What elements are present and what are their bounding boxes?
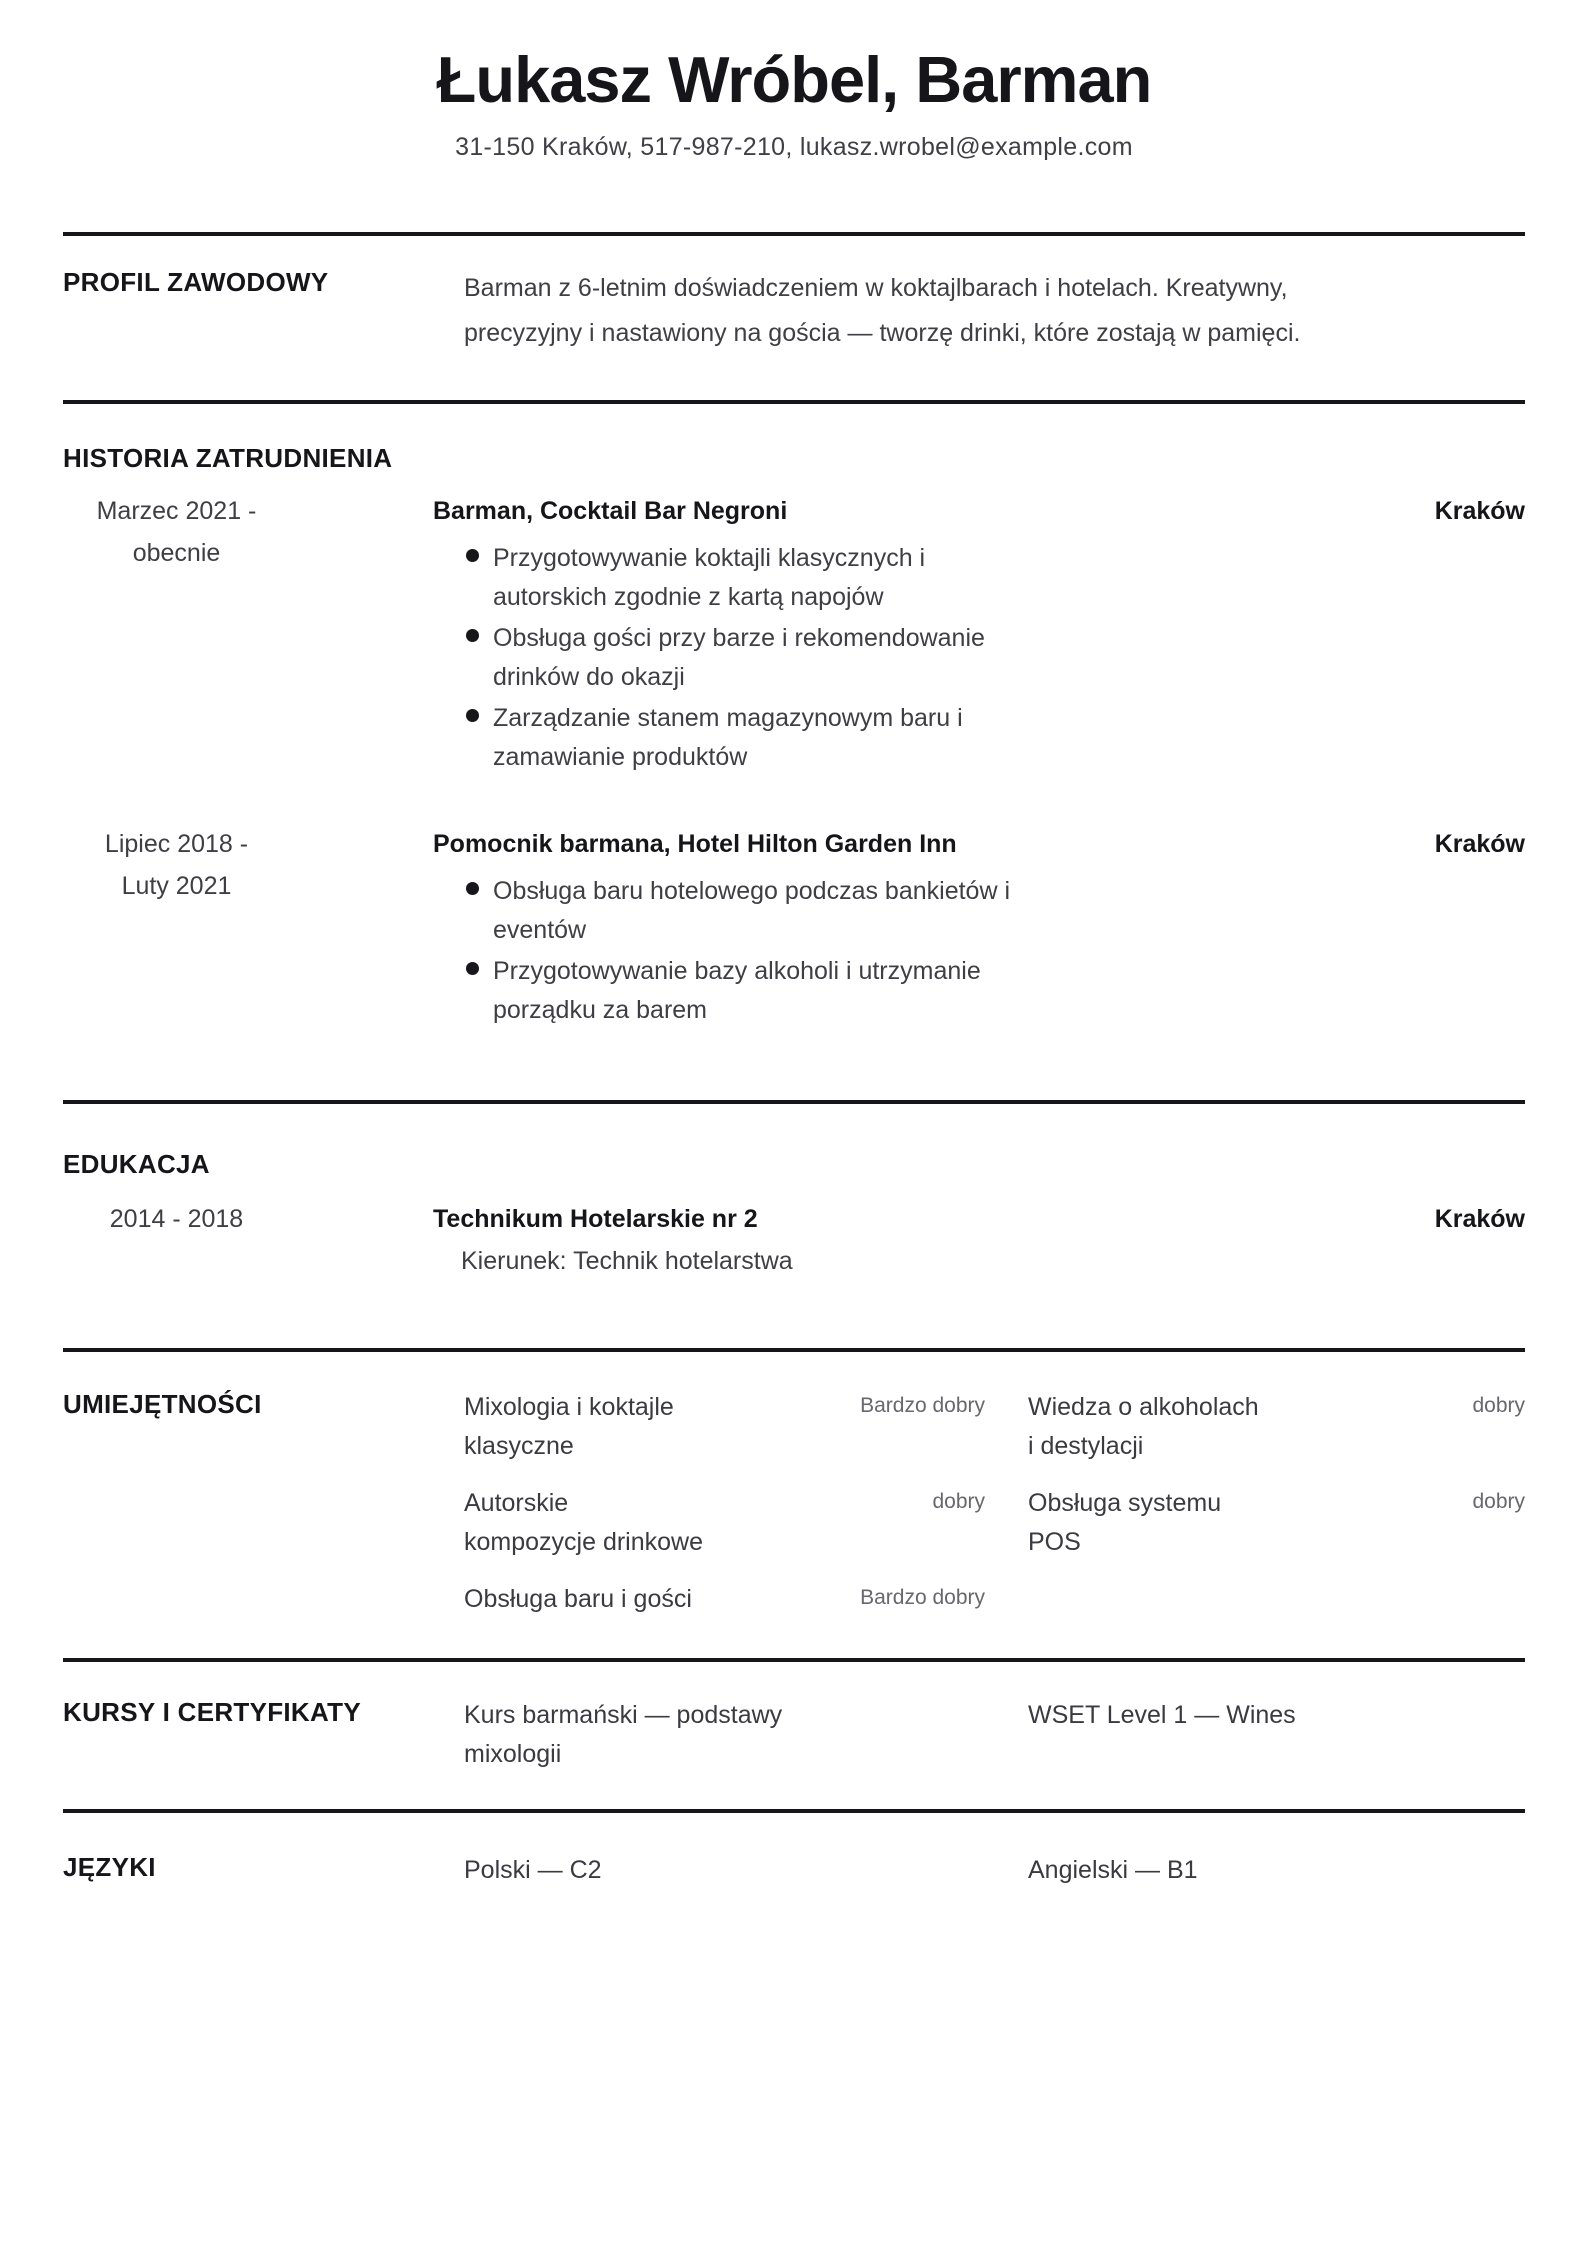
bullet-text: Obsługa baru hotelowego podczas bankietów i eventów [493, 877, 1011, 944]
bullet-text: Przygotowywanie bazy alkoholi i utrzymanie porządku za barem [493, 957, 981, 1024]
job-dates: Marzec 2021 - obecnie [96, 497, 257, 567]
skill-level: Bardzo dobry [860, 1586, 985, 1609]
skill-item [464, 1484, 985, 1562]
section-profile [63, 236, 1525, 400]
bullet-dot [466, 629, 479, 642]
list-item: Angielski — B1 [1028, 1856, 1198, 1884]
skill-level: dobry [932, 1490, 985, 1513]
job-bullet [433, 699, 1525, 777]
job-title: Barman, Cocktail Bar Negroni [433, 497, 788, 525]
skill-name: Autorskie kompozycje drinkowe [464, 1489, 703, 1556]
job-bullet [433, 619, 1525, 697]
page-title: Łukasz Wróbel, Barman [436, 43, 1152, 116]
profile-summary: Barman z 6-letnim doświadczeniem w koktajlbarach i hotelach. Kreatywny, precyzyjny i nastawiony na gościa — tworzę drinki, które zostają w pamięci. [464, 274, 1301, 347]
skill-item [464, 1388, 985, 1466]
job-headrow [433, 490, 1525, 532]
skill-level: Bardzo dobry [860, 1394, 985, 1417]
skill-item [1028, 1484, 1525, 1562]
job-bullets [433, 872, 1525, 1030]
bullet-text: Obsługa gości przy barze i rekomendowanie drinków do okazji [493, 624, 985, 691]
list-item: WSET Level 1 — Wines [1028, 1701, 1296, 1729]
education-headrow [433, 1198, 1525, 1240]
bullet-dot [466, 709, 479, 722]
section-languages [63, 1813, 1525, 1890]
job-content [433, 823, 1525, 1030]
education-location: Kraków [1434, 1205, 1525, 1233]
bullet-dot [466, 962, 479, 975]
education-row [63, 1198, 1525, 1282]
job-list [63, 490, 1525, 1030]
skill-name: Mixologia i koktajle klasyczne [464, 1393, 674, 1460]
education-field: Kierunek: Technik hotelarstwa [461, 1247, 793, 1275]
skill-name: Wiedza o alkoholach i destylacji [1028, 1393, 1259, 1460]
contact-line: 31-150 Kraków, 517-987-210, lukasz.wrobel@example.com [455, 133, 1133, 161]
skill-list [433, 1388, 1525, 1619]
job-bullet [433, 539, 1525, 617]
skill-name: Obsługa systemu POS [1028, 1489, 1222, 1556]
job-location: Kraków [1434, 830, 1525, 858]
section-heading-profile: PROFIL ZAWODOWY [63, 267, 329, 297]
job-entry [63, 490, 1525, 777]
bullet-text: Przygotowywanie koktajli klasycznych i autorskich zgodnie z kartą napojów [493, 544, 926, 611]
job-bullet [433, 952, 1525, 1030]
section-employment [63, 404, 1525, 1100]
skill-level: dobry [1472, 1394, 1525, 1417]
skill-level: dobry [1472, 1490, 1525, 1513]
education-school: Technikum Hotelarskie nr 2 [433, 1205, 758, 1233]
skill-item [1028, 1388, 1525, 1466]
language-list [433, 1851, 1525, 1890]
education-dates: 2014 - 2018 [109, 1205, 244, 1233]
section-heading-education: EDUKACJA [63, 1149, 210, 1179]
section-heading-employment: HISTORIA ZATRUDNIENIA [63, 443, 393, 473]
resume-header [0, 0, 1588, 232]
section-courses [63, 1662, 1525, 1809]
skill-item [464, 1580, 985, 1619]
section-heading-languages: JĘZYKI [63, 1852, 156, 1882]
job-content [433, 490, 1525, 777]
job-title: Pomocnik barmana, Hotel Hilton Garden Inn [433, 830, 957, 858]
job-bullets [433, 539, 1525, 777]
profile-content [433, 266, 1525, 356]
job-bullet [433, 872, 1525, 950]
skill-name: Obsługa baru i gości [464, 1585, 692, 1613]
education-content [433, 1198, 1525, 1282]
education-entry [63, 1198, 1525, 1282]
list-item: Kurs barmański — podstawy mixologii [464, 1701, 783, 1768]
list-item: Polski — C2 [464, 1856, 602, 1884]
section-education [63, 1104, 1525, 1348]
job-entry [63, 823, 1525, 1030]
job-headrow [433, 823, 1525, 865]
bullet-dot [466, 882, 479, 895]
section-skills [63, 1352, 1525, 1658]
section-heading-courses: KURSY I CERTYFIKATY [63, 1697, 361, 1727]
job-dates: Lipiec 2018 - Luty 2021 [104, 830, 249, 900]
job-location: Kraków [1434, 497, 1525, 525]
course-list [433, 1696, 1525, 1774]
bullet-dot [466, 549, 479, 562]
bullet-text: Zarządzanie stanem magazynowym baru i zamawianie produktów [493, 704, 963, 771]
section-heading-skills: UMIEJĘTNOŚCI [63, 1389, 262, 1419]
